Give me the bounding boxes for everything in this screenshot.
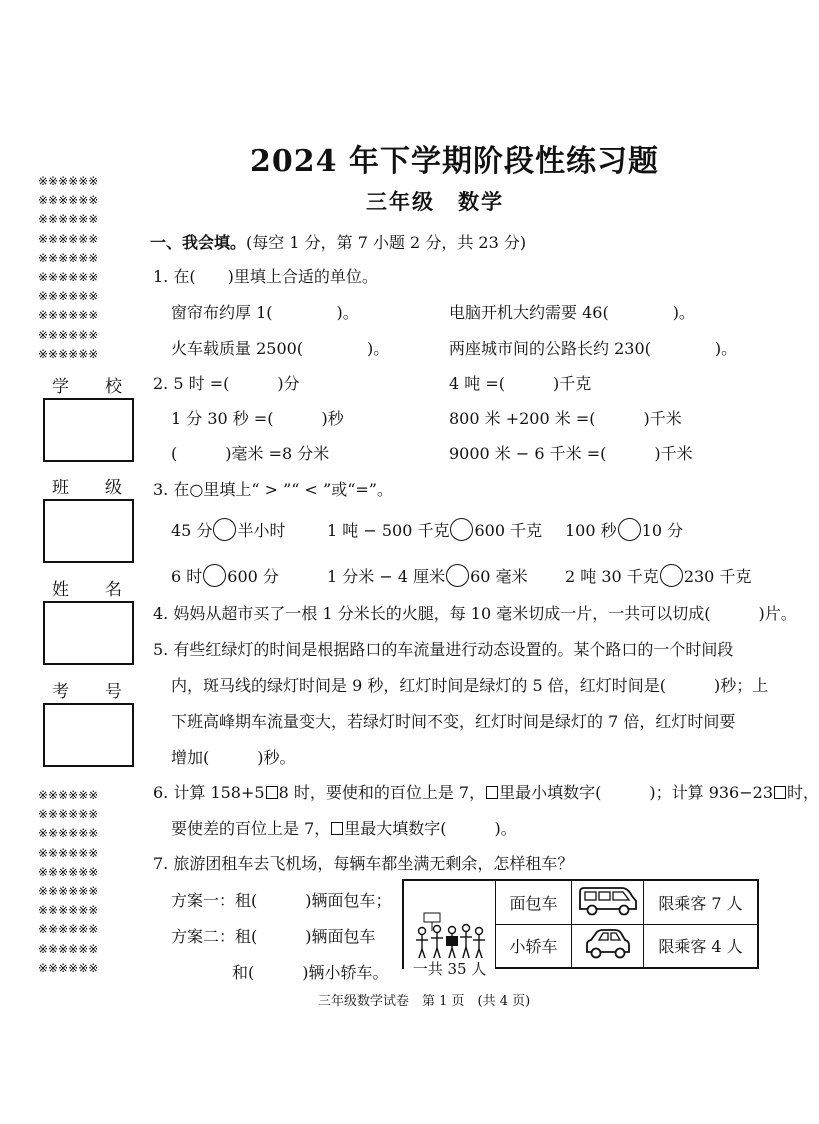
- star-row: ※※※※※※: [38, 960, 99, 975]
- star-row: ※※※※※※: [38, 826, 99, 841]
- class-input-box[interactable]: [43, 499, 134, 563]
- car-icon-cell: [572, 924, 644, 968]
- q3-compare-c: [565, 518, 683, 541]
- q1-item-b: 电脑开机大约需要 46( )。: [449, 303, 695, 322]
- q5-line-1: 5. 有些红绿灯的时间是根据路口的车流量进行动态设置的。某个路口的一个时间段: [153, 640, 734, 659]
- class-label: [52, 473, 122, 498]
- label-char: 校: [105, 377, 122, 397]
- compare-right: 600 千克: [474, 521, 543, 540]
- van-icon-cell: [572, 880, 644, 924]
- compare-right: 半小时: [237, 521, 286, 540]
- q1-item-d: 两座城市间的公路长约 230( )。: [449, 339, 738, 358]
- q2-item-d: 800 米 +200 米 =( )千米: [449, 409, 682, 428]
- star-row: ※※※※※※: [38, 346, 99, 361]
- q3-compare-e: [327, 564, 528, 587]
- label-char: 学: [52, 377, 69, 397]
- compare-right: 10 分: [641, 521, 684, 540]
- star-row: ※※※※※※: [38, 807, 99, 822]
- car-label: 小轿车: [496, 924, 572, 968]
- compare-circle[interactable]: [213, 518, 236, 541]
- q1-item-a: 窗帘布约厚 1( )。: [171, 303, 359, 322]
- exam-number-input-box[interactable]: [43, 703, 134, 767]
- q5-line-2: 内，斑马线的绿灯时间是 9 秒，红灯时间是绿灯的 5 倍，红灯时间是( )秒；上: [171, 676, 769, 695]
- q2-item-b: 4 吨 =( )千克: [449, 374, 592, 393]
- q7-plan-3: 和( )辆小轿车。: [232, 963, 389, 982]
- school-input-box[interactable]: [43, 398, 134, 462]
- star-row: ※※※※※※: [38, 903, 99, 918]
- van-label: 面包车: [496, 880, 572, 924]
- total-people-label: 一共 35 人: [404, 958, 495, 979]
- star-row: ※※※※※※: [38, 212, 99, 227]
- compare-circle[interactable]: [450, 518, 473, 541]
- q3-compare-b: [327, 518, 542, 541]
- q1-item-c: 火车载质量 2500( )。: [171, 339, 390, 358]
- section-heading: [150, 230, 526, 253]
- compare-right: 230 千克: [683, 567, 752, 586]
- q7-stem: 7. 旅游团租车去飞机场，每辆车都坐满无剩余，怎样租车？: [153, 854, 574, 873]
- star-row: ※※※※※※: [38, 193, 99, 208]
- car-icon: [583, 927, 633, 961]
- blank-square-icon: [266, 786, 278, 799]
- star-row: ※※※※※※: [38, 250, 99, 265]
- compare-left: 2 吨 30 千克: [565, 567, 659, 586]
- compare-left: 45 分: [171, 521, 213, 540]
- label-char: 名: [105, 580, 122, 600]
- q6-text: 6. 计算 158+5: [153, 783, 265, 802]
- q1-stem: 1. 在( )里填上合适的单位。: [153, 267, 378, 286]
- star-row: ※※※※※※: [38, 788, 99, 802]
- van-limit: 限乘客 7 人: [644, 880, 759, 924]
- star-row: ※※※※※※: [38, 289, 99, 304]
- blank-square-icon: [486, 786, 498, 799]
- star-row: ※※※※※※: [38, 174, 99, 188]
- q3-compare-f: [565, 564, 751, 587]
- star-row: ※※※※※※: [38, 884, 99, 899]
- label-char: 姓: [52, 580, 69, 600]
- compare-circle[interactable]: [660, 564, 683, 587]
- exam-number-label: [52, 677, 122, 702]
- q3-stem: 3. 在○里填上“ > ”“ < ”或“=”。: [153, 480, 393, 499]
- label-char: 号: [105, 682, 122, 702]
- compare-right: 600 分: [227, 567, 279, 586]
- compare-circle[interactable]: [203, 564, 226, 587]
- tourist-group-icon: [410, 909, 490, 963]
- school-label: [52, 372, 122, 397]
- q6-text: 8 时，要使和的百位上是 7，: [278, 783, 486, 802]
- q5-line-3: 下班高峰期车流量变大，若绿灯时间不变，红灯时间是绿灯的 7 倍，红灯时间要: [171, 712, 736, 731]
- star-row: ※※※※※※: [38, 308, 99, 323]
- sidebar-stars-top: [38, 172, 138, 364]
- q4-text: 4. 妈妈从超市买了一根 1 分米长的火腿，每 10 毫米切成一片，一共可以切成( )片。: [153, 604, 797, 623]
- label-char: 班: [52, 478, 69, 498]
- star-row: ※※※※※※: [38, 864, 99, 879]
- compare-left: 100 秒: [565, 521, 617, 540]
- page-subtitle: 三年级 数学: [366, 189, 504, 214]
- q7-plan-2: 方案二：租( )辆面包车: [171, 927, 376, 946]
- q6-line-2: [171, 816, 517, 839]
- name-input-box[interactable]: [43, 601, 134, 665]
- q3-compare-d: [171, 564, 279, 587]
- q6-text: 里最小填数字( )；计算 936−23: [499, 783, 774, 802]
- compare-circle[interactable]: [618, 518, 641, 541]
- compare-circle[interactable]: [446, 564, 469, 587]
- compare-left: 1 吨 − 500 千克: [327, 521, 450, 540]
- blank-square-icon: [331, 822, 343, 835]
- star-row: ※※※※※※: [38, 922, 99, 937]
- q2-item-e: ( )毫米 =8 分米: [171, 444, 330, 463]
- q6-text: 时，: [787, 783, 819, 802]
- star-row: ※※※※※※: [38, 231, 99, 246]
- q6-text: 里最大填数字( )。: [344, 819, 517, 838]
- car-limit: 限乘客 4 人: [644, 924, 759, 968]
- star-row: ※※※※※※: [38, 941, 99, 956]
- compare-right: 60 毫米: [470, 567, 528, 586]
- compare-left: 6 时: [171, 567, 203, 586]
- van-icon: [576, 883, 640, 917]
- blank-square-icon: [774, 786, 786, 799]
- q2-item-f: 9000 米 − 6 千米 =( )千米: [449, 444, 693, 463]
- q6-text: 要使差的百位上是 7，: [171, 819, 331, 838]
- section-score-note: (每空 1 分，第 7 小题 2 分，共 23 分): [246, 233, 527, 252]
- page-footer: 三年级数学试卷 第 1 页 (共 4 页): [318, 994, 531, 1009]
- q7-plan-1: 方案一：租( )辆面包车；: [171, 891, 392, 910]
- q2-item-c: 1 分 30 秒 =( )秒: [171, 409, 344, 428]
- sidebar-stars-bottom: [38, 786, 138, 978]
- q5-line-4: 增加( )秒。: [171, 748, 296, 767]
- vehicle-table: [402, 879, 759, 969]
- page-title: 2024 年下学期阶段性练习题: [250, 144, 659, 179]
- label-char: 考: [52, 682, 69, 702]
- label-char: 级: [105, 478, 122, 498]
- q6-line-1: [153, 780, 819, 803]
- tourists-cell: [403, 880, 496, 968]
- q3-compare-a: [171, 518, 285, 541]
- star-row: ※※※※※※: [38, 270, 99, 285]
- compare-left: 1 分米 − 4 厘米: [327, 567, 446, 586]
- star-row: ※※※※※※: [38, 845, 99, 860]
- star-row: ※※※※※※: [38, 327, 99, 342]
- name-label: [52, 575, 122, 600]
- section-title: 一、我会填。: [150, 233, 247, 252]
- q2-item-a: 2. 5 时 =( )分: [153, 374, 300, 393]
